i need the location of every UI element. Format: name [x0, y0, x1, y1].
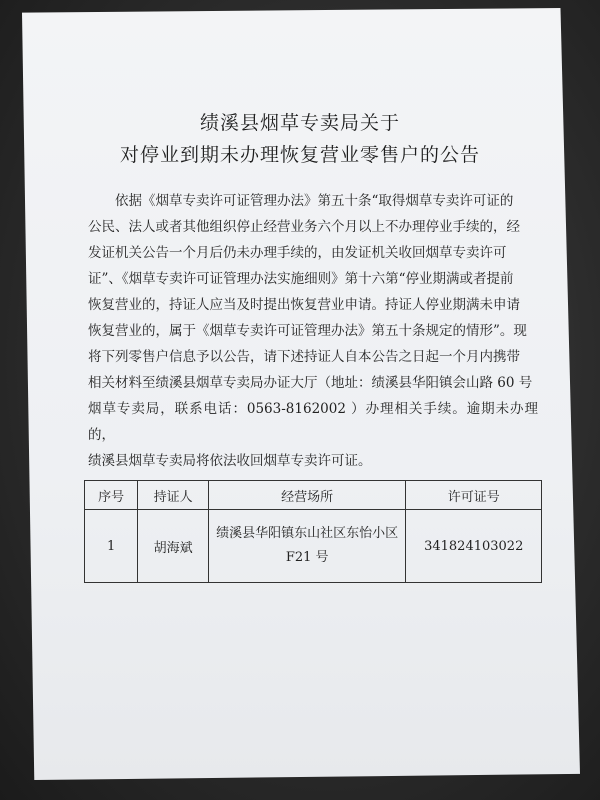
body-line: 恢复营业的，属于《烟草专卖许可证管理办法》第五十条规定的情形”。现 [88, 323, 527, 339]
header-address: 经营场所 [208, 481, 406, 510]
body-line: 公民、法人或者其他组织停止经营业务六个月以上不办理停业手续的，经 [88, 219, 520, 235]
body-line: 绩溪县烟草专卖局将依法收回烟草专卖许可证。 [88, 453, 372, 469]
cell-license: 341824103022 [406, 510, 542, 583]
notice-title-line-1: 绩溪县烟草专卖局关于 [199, 112, 400, 134]
address-line-1: 绩溪县华阳镇东山社区东怡小区 [216, 526, 399, 541]
address-line-2: F21 号 [285, 550, 329, 565]
body-line: 证”、《烟草专卖许可证管理办法实施细则》第十六第“停业期满或者提前 [88, 271, 514, 287]
header-no: 序号 [85, 481, 138, 510]
body-line: 相关材料至绩溪县烟草专卖局办证大厅（地址：绩溪县华阳镇会山路 60 号 [88, 375, 533, 391]
cell-address [208, 510, 406, 583]
notice-body [88, 188, 538, 474]
cell-holder: 胡海斌 [138, 510, 209, 583]
table-header-row [85, 481, 542, 510]
retailer-table [84, 480, 542, 583]
header-license: 许可证号 [406, 481, 542, 510]
notice-title-line-2: 对停业到期未办理恢复营业零售户的公告 [119, 144, 480, 166]
cell-no: 1 [85, 510, 138, 583]
table-row [85, 510, 542, 583]
body-line: 恢复营业的，持证人应当及时提出恢复营业申请。持证人停业期满未申请 [88, 297, 520, 313]
body-line: 发证机关公告一个月后仍未办理手续的，由发证机关收回烟草专卖许可 [88, 245, 507, 261]
header-holder: 持证人 [138, 481, 209, 510]
body-line: 烟草专卖局，联系电话：0563-8162002 ）办理相关手续。逾期未办理的， [88, 401, 538, 443]
body-line: 依据《烟草专卖许可证管理办法》第五十条“取得烟草专卖许可证的 [115, 193, 514, 209]
body-line: 将下列零售户信息予以公告，请下述持证人自本公告之日起一个月内携带 [88, 349, 520, 365]
